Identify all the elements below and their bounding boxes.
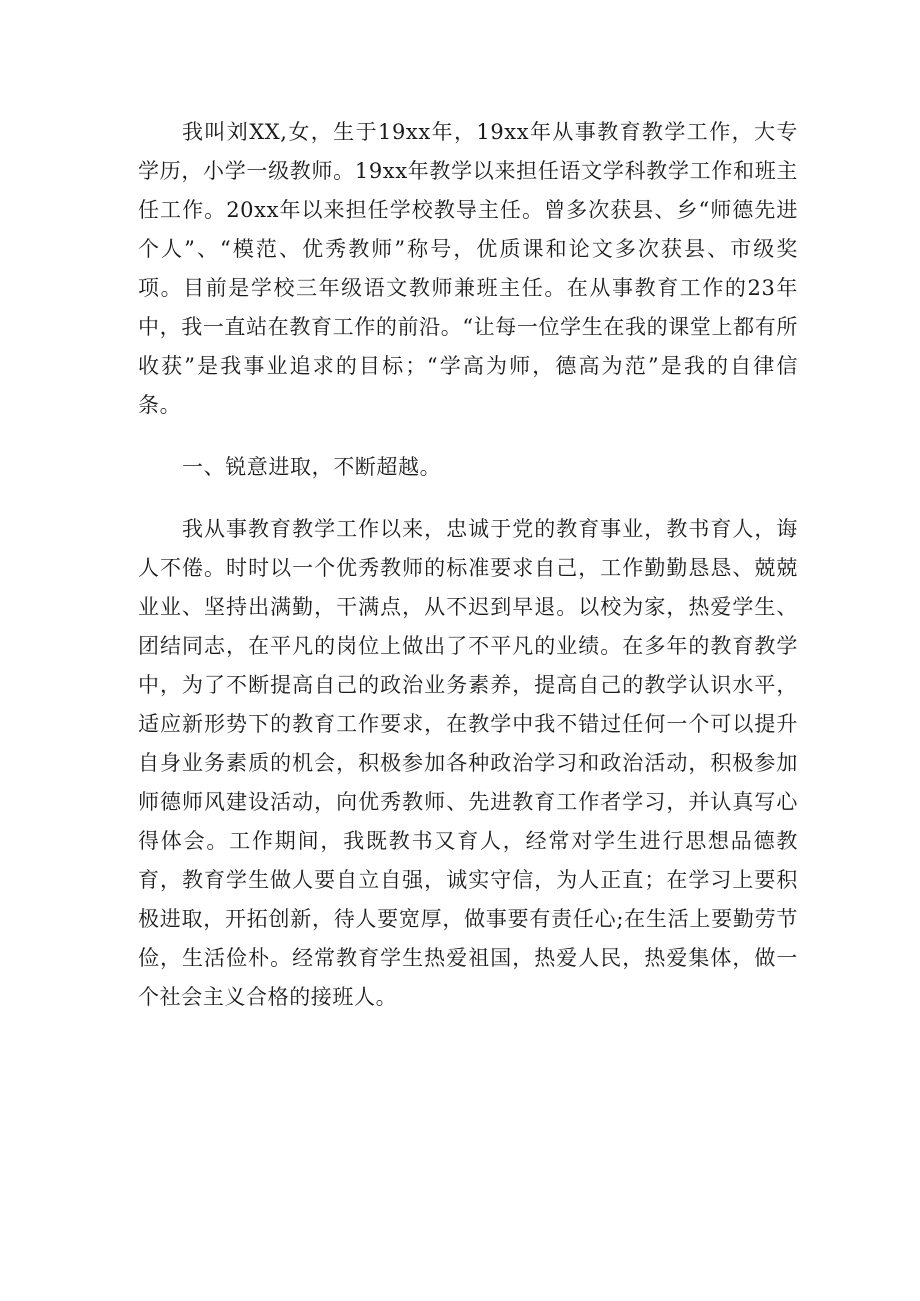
body-paragraph: 我从事教育教学工作以来，忠诚于党的教育事业，教书育人，诲人不倦。时时以一个优秀教师的标准要求自己，工作勤勤恳恳、兢兢业业、坚持出满勤，干满点，从不迟到早退。以校为家，热爱学生、团结同志，在平凡的岗位上做出了不平凡的业绩。在多年的教育教学中，为了不断提高自己的政治业务素养，提高自己的教学认识水平，适应新形势下的教育工作要求，在教学中我不错过任何一个可以提升自身业务素质的机会，积极参加各种政治学习和政治活动，积极参加师德师风建设活动，向优秀教师、先进教育工作者学习，并认真写心得体会。工作期间，我既教书又育人，经常对学生进行思想品德教育，教育学生做人要自立自强，诚实守信，为人正直；在学习上要积极进取，开拓创新，待人要宽厚，做事要有责任心;在生活上要勤劳节俭，生活俭朴。经常教育学生热爱祖国，热爱人民，热爱集体，做一个社会主义合格的接班人。 [138, 517, 798, 1009]
intro-paragraph: 我叫刘XX,女，生于19xx年，19xx年从事教育教学工作，大专学历，小学一级教师。19xx年教学以来担任语文学科教学工作和班主任工作。20xx年以来担任学校教导主任。曾多次获县、乡“师德先进个人”、“模范、优秀教师”称号，优质课和论文多次获县、市级奖项。目前是学校三年级语文教师兼班主任。在从事教育工作的23年中，我一直站在教育工作的前沿。“让每一位学生在我的课堂上都有所收获”是我事业追求的目标；“学高为师，德高为范”是我的自律信条。 [138, 120, 798, 417]
document-body [138, 113, 798, 1017]
section-heading: 一、锐意进取，不断超越。 [182, 455, 442, 479]
